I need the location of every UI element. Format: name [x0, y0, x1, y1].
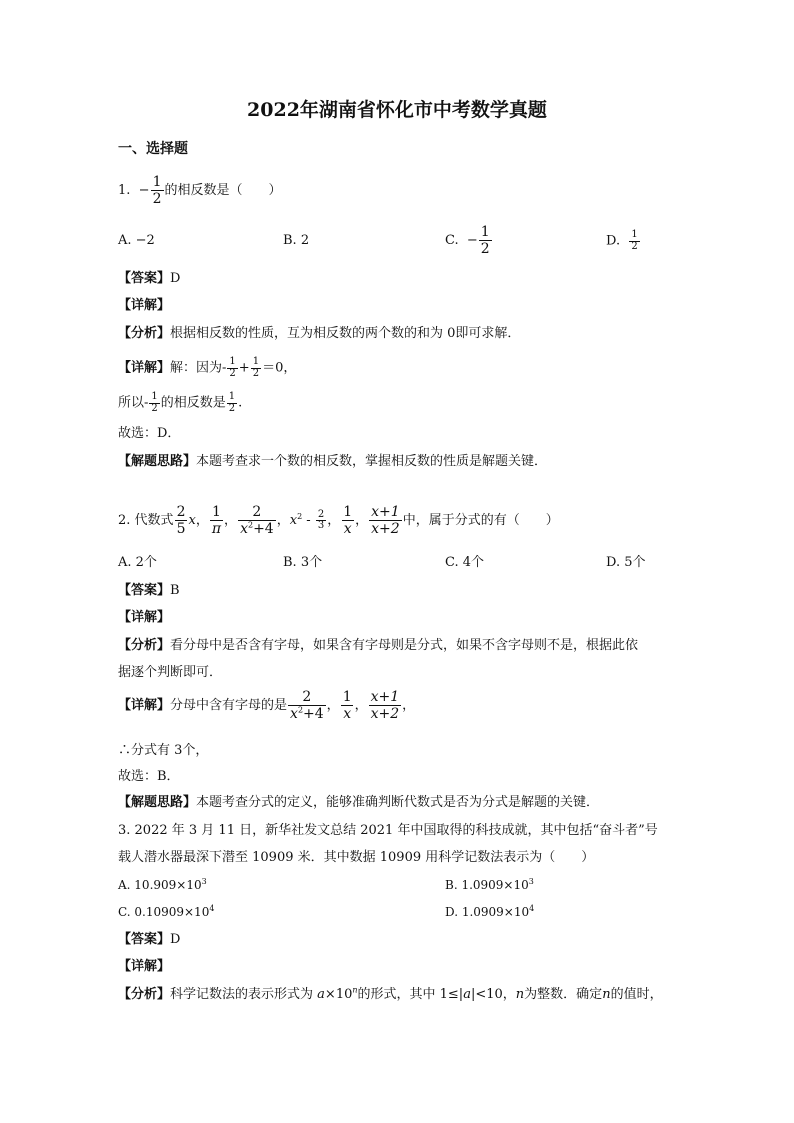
q3-option-d: D. $1.0909\times 10^4$	[445, 904, 535, 919]
section-heading: 一、选择题	[118, 141, 188, 157]
q2-choose: 故选：B．	[118, 769, 180, 784]
q2-option-a: A. 2个	[118, 555, 157, 570]
q1-fraction: $\frac{1}{2}$	[152, 174, 162, 207]
q2-count: ∴分式有 3个，	[118, 743, 209, 758]
q3-option-c: C. $0.10909\times 10^4$	[118, 904, 215, 919]
q1-analysis: 【分析】根据相反数的性质，互为相反数的两个数的和为 0即可求解．	[118, 326, 521, 341]
q2-detail: 【详解】分母中含有字母的是 $\frac{2}{x^2+4}$ ， $\frac{1}{x}$ ， $\frac{x+1}{x+2}$ ，	[118, 689, 416, 722]
q3-option-b: B. $1.0909\times 10^3$	[445, 877, 534, 892]
q1-answer: 【答案】D	[118, 271, 181, 286]
q2-option-d: D. 5个	[606, 555, 646, 570]
q3-stem-line2: 载人潜水器最深下潜至 10909 米．其中数据 10909 用科学记数法表示为（ ）	[118, 850, 595, 865]
q2-answer: 【答案】B	[118, 583, 180, 598]
q1-choose: 故选：D．	[118, 426, 181, 441]
q1-solution: 【解题思路】本题考查求一个数的相反数，掌握相反数的性质是解题关键．	[118, 454, 548, 469]
q1-conclusion: 所以- $\frac{1}{2}$ 的相反数是 $\frac{1}{2}$ .	[118, 391, 243, 414]
q2-solution: 【解题思路】本题考查分式的定义，能够准确判断代数式是否为分式是解题的关键．	[118, 795, 600, 810]
q3-option-a: A. $10.909\times 10^3$	[118, 877, 207, 892]
q3-answer: 【答案】D	[118, 932, 181, 947]
q1-stem: 1. − $\frac{1}{2}$ 的相反数是（ ）	[118, 174, 282, 207]
q1-option-a: A. −2	[118, 233, 155, 248]
q3-stem-line1: 3. 2022 年 3 月 11 日，新华社发文总结 2021 年中国取得的科技成就，其中包括“奋斗者”号	[118, 823, 658, 838]
q2-analysis-line1: 【分析】看分母中是否含有字母，如果含有字母则是分式，如果不含字母则不是，根据此依	[118, 638, 639, 653]
page-title: 2022年湖南省怀化市中考数学真题	[247, 99, 547, 121]
q3-analysis: 【分析】科学记数法的表示形式为 $a\times 10^n$的形式，其中 1≤|a|<10，n为整数．确定n的值时，	[118, 985, 663, 1002]
q1-detail-heading: 【详解】	[118, 298, 171, 313]
q3-detail-heading: 【详解】	[118, 959, 171, 974]
q2-analysis-line2: 据逐个判断即可．	[118, 665, 223, 680]
q1-option-c: C. − $\frac{1}{2}$	[445, 224, 490, 257]
q2-option-b: B. 3个	[283, 555, 323, 570]
q2-detail-heading: 【详解】	[118, 610, 171, 625]
q2-option-c: C. 4个	[445, 555, 485, 570]
q1-detail: 【详解】解：因为- $\frac{1}{2}$ + $\frac{1}{2}$ ＝0，	[118, 356, 297, 379]
q1-option-b: B. 2	[283, 233, 310, 248]
q2-stem: 2. 代数式 $\frac{2}{5}$ x， $\frac{1}{\pi}$ ， $\frac{2}{x^2+4}$ ，$x^2$ - $\frac{2}{3}$ ， $\frac{1}{x}$ ， $\frac{x+1}{x+2}$ 中，属于分式的有（ ）	[118, 504, 559, 537]
q1-option-d: D. $\frac{1}{2}$	[606, 229, 638, 252]
